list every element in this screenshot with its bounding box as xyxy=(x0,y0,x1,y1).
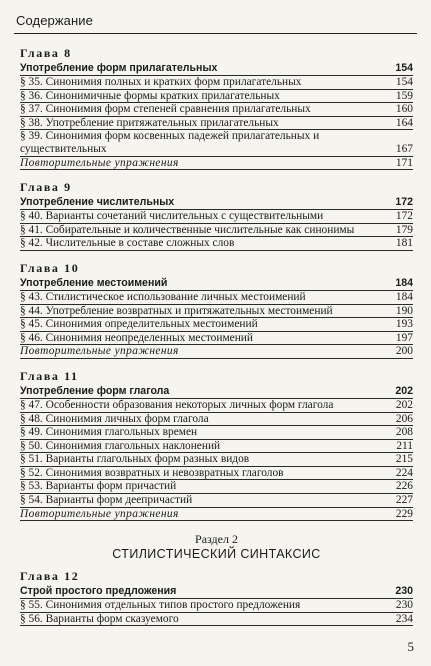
toc-entry-text: § 51. Варианты глагольных форм разных видов xyxy=(20,453,250,466)
toc-entry[interactable] xyxy=(20,399,413,413)
toc-entry[interactable] xyxy=(20,332,413,346)
toc-entry[interactable] xyxy=(20,480,413,494)
chapter-8 xyxy=(20,47,413,170)
page-ref: 202 xyxy=(395,384,413,397)
page-ref: 226 xyxy=(395,480,413,493)
toc-entry[interactable] xyxy=(20,224,413,238)
chapter-heading[interactable] xyxy=(20,195,413,210)
toc-entry-text: § 36. Синонимичные формы кратких прилагательных xyxy=(20,89,280,102)
chapter-heading[interactable] xyxy=(20,384,413,399)
chapter-11 xyxy=(20,370,413,521)
page-ref: 184 xyxy=(395,276,413,289)
page-ref: 234 xyxy=(395,612,413,625)
chapter-heading-text: Употребление числительных xyxy=(20,196,175,209)
page-ref: 202 xyxy=(395,398,413,411)
page-ref: 211 xyxy=(396,439,413,452)
toc-entry-exercises[interactable] xyxy=(20,157,413,171)
toc-entry-text: § 35. Синонимия полных и кратких форм прилагательных xyxy=(20,76,302,88)
page-ref: 190 xyxy=(395,304,413,317)
page-ref: 171 xyxy=(395,156,413,169)
page-ref: 229 xyxy=(395,507,413,520)
toc-entry-text: Повторительные упражнения xyxy=(20,507,179,520)
toc-entry-text: § 48. Синонимия личных форм глагола xyxy=(20,412,209,425)
toc-entry-text: § 47. Особенности образования некоторых личных форм глагола xyxy=(20,398,334,411)
chapter-9 xyxy=(20,181,413,251)
page-ref: 230 xyxy=(395,585,413,598)
toc-entry-text: § 52. Синонимия возвратных и невозвратных глаголов xyxy=(20,466,284,479)
page-header xyxy=(14,0,417,34)
toc-entry[interactable] xyxy=(20,76,413,90)
chapter-heading-text: Употребление форм глагола xyxy=(20,384,170,397)
toc-entry[interactable] xyxy=(20,305,413,319)
page-ref: 159 xyxy=(395,89,413,102)
toc-entry-text: § 54. Варианты форм деепричастий xyxy=(20,494,193,507)
toc-entry-exercises[interactable] xyxy=(20,345,413,359)
chapter-heading-text: Употребление местоимений xyxy=(20,276,168,289)
page-number: 5 xyxy=(407,639,414,654)
toc-entry[interactable] xyxy=(20,210,413,224)
page-ref: 164 xyxy=(395,116,413,129)
chapter-10 xyxy=(20,262,413,359)
toc-entry[interactable] xyxy=(20,467,413,481)
chapter-title: Глава 8 xyxy=(20,46,72,60)
toc-entry-text: § 55. Синонимия отдельных типов простого предложения xyxy=(20,599,301,612)
toc-entry[interactable] xyxy=(20,613,413,627)
chapter-title: Глава 9 xyxy=(20,180,72,195)
toc-entry[interactable] xyxy=(20,130,413,156)
toc-entry-text: § 37. Синонимия форм степеней сравнения прилагательных xyxy=(20,103,311,116)
chapter-title: Глава 12 xyxy=(20,569,80,584)
toc-entry-text: § 42. Числительные в составе сложных слов xyxy=(20,237,235,250)
chapter-heading-text: Употребление форм прилагательных xyxy=(20,62,218,74)
page-ref: 224 xyxy=(395,466,413,479)
page-ref: 215 xyxy=(395,453,413,466)
toc-entry[interactable] xyxy=(20,453,413,467)
page-ref: 208 xyxy=(395,426,413,439)
toc-entry[interactable] xyxy=(20,117,413,131)
page-ref: 154 xyxy=(395,76,413,88)
toc-entry-text: § 39. Синонимия форм косвенных падежей прилагательных и существительных xyxy=(20,130,320,155)
toc-entry-text: § 56. Варианты форм сказуемого xyxy=(20,612,179,625)
chapter-heading-text: Строй простого предложения xyxy=(20,585,177,598)
toc-entry[interactable] xyxy=(20,90,413,104)
toc-entry[interactable] xyxy=(20,318,413,332)
chapter-12 xyxy=(20,570,413,626)
section-heading xyxy=(20,533,413,562)
toc-entry-text: § 49. Синонимия глагольных времен xyxy=(20,426,198,439)
toc-entry-text: Повторительные упражнения xyxy=(20,156,179,169)
toc-entry-text: § 41. Собирательные и количественные числительные как синонимы xyxy=(20,223,355,236)
toc-entry-text: § 45. Синонимия определительных местоимений xyxy=(20,318,258,331)
page-ref: 172 xyxy=(395,210,413,223)
toc-content xyxy=(20,47,413,637)
chapter-title: Глава 11 xyxy=(20,368,79,383)
toc-entry-text: § 38. Употребление притяжательных прилагательных xyxy=(20,116,279,129)
chapter-title: Глава 10 xyxy=(20,260,80,275)
toc-entry[interactable] xyxy=(20,237,413,251)
toc-entry[interactable] xyxy=(20,426,413,440)
page-ref: 172 xyxy=(395,196,413,209)
toc-entry[interactable] xyxy=(20,103,413,117)
page-ref: 179 xyxy=(395,223,413,236)
page-ref: 154 xyxy=(395,62,413,74)
toc-entry[interactable] xyxy=(20,494,413,508)
toc-entry[interactable] xyxy=(20,440,413,454)
page-ref: 200 xyxy=(395,345,413,358)
page-ref: 227 xyxy=(395,494,413,507)
chapter-heading[interactable] xyxy=(20,61,413,76)
toc-entry[interactable] xyxy=(20,599,413,613)
page-ref: 181 xyxy=(395,237,413,250)
page-ref: 206 xyxy=(395,412,413,425)
toc-entry-text: § 46. Синонимия неопределенных местоимений xyxy=(20,331,253,344)
chapter-heading[interactable] xyxy=(20,584,413,599)
toc-entry-text: § 50. Синонимия глагольных наклонений xyxy=(20,439,221,452)
page-ref: 230 xyxy=(395,599,413,612)
page-ref: 184 xyxy=(395,290,413,303)
toc-entry-text: § 53. Варианты форм причастий xyxy=(20,480,177,493)
page-ref: 160 xyxy=(395,103,413,116)
toc-entry-text: § 43. Стилистическое использование личных местоимений xyxy=(20,290,306,303)
toc-entry-exercises[interactable] xyxy=(20,508,413,522)
header-title: Содержание xyxy=(16,13,93,28)
section-title: СТИЛИСТИЧЕСКИЙ СИНТАКСИС xyxy=(112,547,321,562)
page-ref: 197 xyxy=(395,331,413,344)
chapter-heading[interactable] xyxy=(20,276,413,291)
toc-entry[interactable] xyxy=(20,291,413,305)
toc-entry-text: § 40. Варианты сочетаний числительных с существительными xyxy=(20,210,324,223)
toc-entry[interactable] xyxy=(20,413,413,427)
toc-entry-text: Повторительные упражнения xyxy=(20,345,179,358)
page-ref: 167 xyxy=(395,142,413,155)
section-label: Раздел 2 xyxy=(195,532,238,547)
toc-entry-text: § 44. Употребление возвратных и притяжательных местоимений xyxy=(20,304,333,317)
page-ref: 193 xyxy=(395,318,413,331)
